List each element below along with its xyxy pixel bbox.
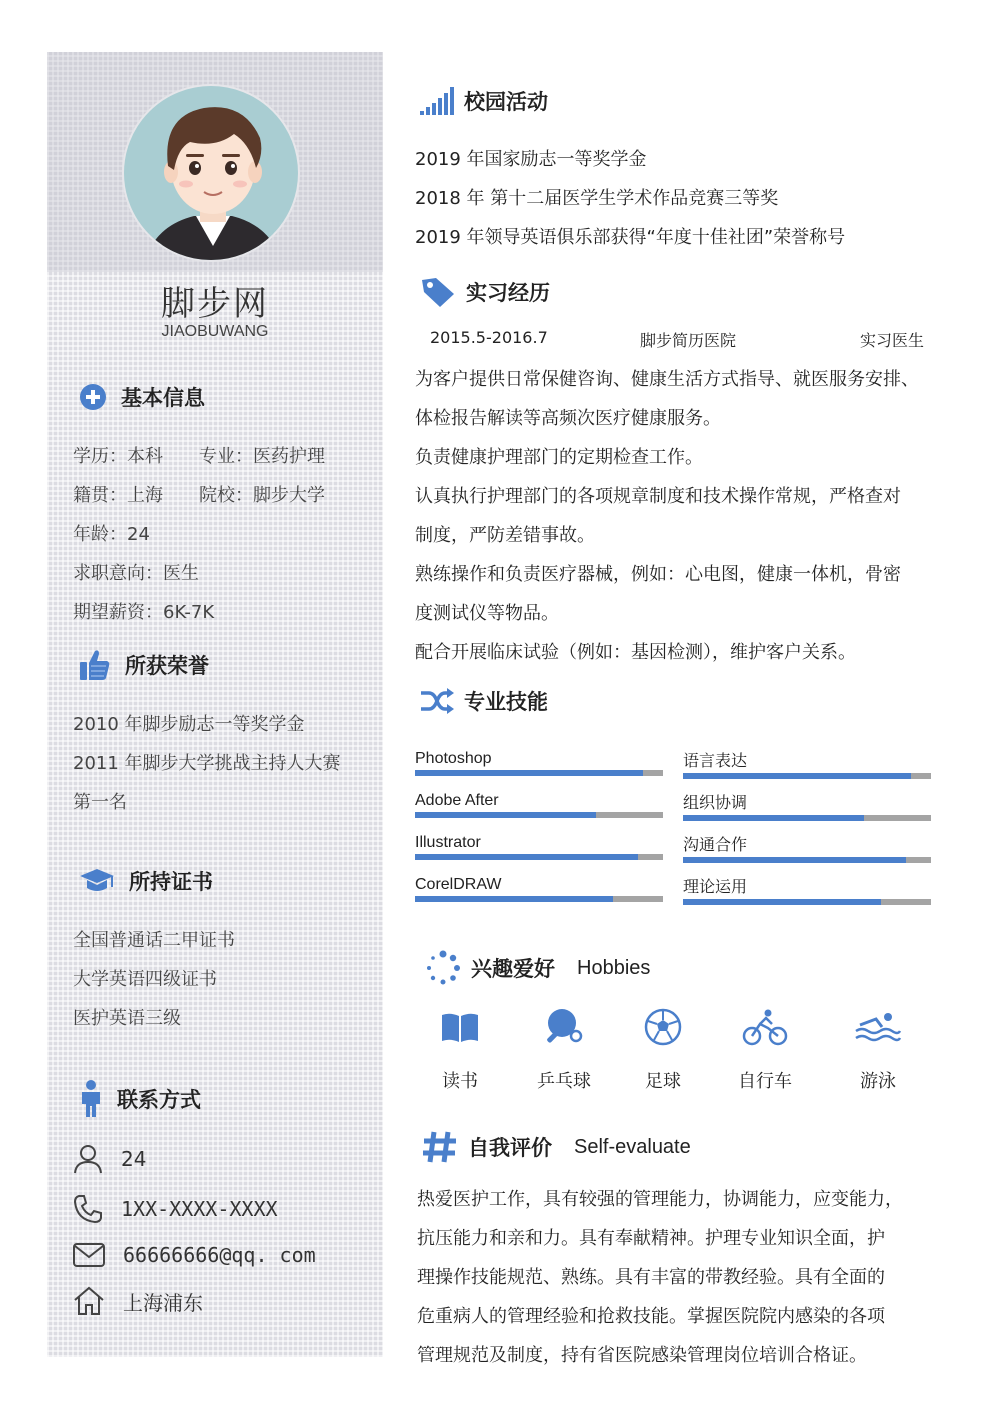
skill-item bbox=[683, 832, 931, 863]
internship-role: 实习医生 bbox=[860, 331, 925, 350]
hobby-item bbox=[618, 1005, 708, 1093]
hobbies-subtitle: Hobbies bbox=[577, 956, 651, 979]
person-name: 脚步网 bbox=[161, 284, 269, 324]
internship-line: 为客户提供日常保健咨询、健康生活方式指导、就医服务安排、 bbox=[415, 369, 919, 390]
contact-email-row bbox=[73, 1242, 316, 1268]
campus-item: 2019 年领导英语俱乐部获得“年度十佳社团”荣誉称号 bbox=[415, 227, 846, 248]
avatar bbox=[122, 84, 300, 262]
hobbies-title: 兴趣爱好 bbox=[471, 957, 555, 981]
user-outline-icon bbox=[73, 1144, 103, 1174]
hobby-label: 乒乓球 bbox=[537, 1071, 591, 1092]
skill-fill bbox=[683, 899, 881, 905]
skill-bar bbox=[683, 773, 931, 779]
skill-item bbox=[683, 874, 931, 905]
honor-item: 2011 年脚步大学挑战主持人大赛 bbox=[73, 753, 341, 774]
basic-info-title: 基本信息 bbox=[121, 386, 205, 410]
skill-fill bbox=[683, 857, 906, 863]
football-icon bbox=[644, 1008, 682, 1046]
skill-fill bbox=[683, 773, 911, 779]
skill-fill bbox=[415, 770, 643, 776]
internship-title: 实习经历 bbox=[466, 281, 550, 305]
honor-item: 2010 年脚步励志一等奖学金 bbox=[73, 714, 305, 735]
internship-org: 脚步简历医院 bbox=[640, 331, 737, 350]
bicycle-icon bbox=[742, 1008, 788, 1046]
internship-line: 制度，严防差错事故。 bbox=[415, 525, 595, 546]
ping-pong-icon bbox=[544, 1007, 584, 1047]
evaluation-title: 自我评价 bbox=[468, 1136, 552, 1160]
cert-item: 全国普通话二甲证书 bbox=[73, 930, 235, 951]
evaluation-line: 危重病人的管理经验和抢救技能。掌握医院院内感染的各项 bbox=[417, 1306, 885, 1327]
internship-line: 熟练操作和负责医疗器械，例如：心电图，健康一体机，骨密 bbox=[415, 564, 901, 585]
skill-fill bbox=[415, 854, 638, 860]
internship-line: 认真执行护理部门的各项规章制度和技术操作常规，严格查对 bbox=[415, 486, 901, 507]
hashtag-icon bbox=[422, 1130, 458, 1164]
hobby-item bbox=[519, 1005, 609, 1093]
contact-title: 联系方式 bbox=[117, 1088, 201, 1112]
hobby-item bbox=[833, 1005, 923, 1093]
contact-email[interactable]: 66666666@qq. com bbox=[123, 1243, 316, 1267]
person-icon bbox=[79, 1080, 103, 1118]
skill-label: 沟通合作 bbox=[683, 837, 748, 854]
cert-item: 大学英语四级证书 bbox=[73, 969, 217, 990]
certs-heading bbox=[79, 866, 213, 896]
internship-line: 配合开展临床试验（例如：基因检测），维护客户关系。 bbox=[415, 642, 856, 663]
hobby-item bbox=[720, 1005, 810, 1093]
signal-bars-icon bbox=[420, 87, 454, 115]
contact-phone-row bbox=[73, 1194, 278, 1224]
skill-label: Adobe After bbox=[415, 792, 499, 809]
skill-label: 组织协调 bbox=[683, 795, 748, 812]
honors-title: 所获荣誉 bbox=[125, 654, 209, 678]
skill-label: 理论运用 bbox=[683, 879, 748, 896]
skill-bar bbox=[415, 896, 663, 902]
contact-phone[interactable]: 1XX-XXXX-XXXX bbox=[121, 1197, 278, 1221]
skill-item bbox=[683, 748, 931, 779]
hobby-label: 游泳 bbox=[860, 1071, 896, 1092]
basic-line-2 bbox=[73, 481, 325, 507]
hobby-label: 足球 bbox=[645, 1071, 681, 1092]
hobby-item bbox=[415, 1005, 505, 1093]
skill-fill bbox=[683, 815, 864, 821]
skills-heading bbox=[420, 686, 548, 716]
basic-info-heading bbox=[79, 382, 205, 412]
skill-item bbox=[415, 750, 663, 776]
contact-age: 24 bbox=[121, 1147, 147, 1171]
skill-label: Photoshop bbox=[415, 750, 492, 767]
swimming-icon bbox=[854, 1011, 902, 1043]
evaluation-subtitle: Self-evaluate bbox=[574, 1135, 691, 1158]
school: 院校：脚步大学 bbox=[199, 485, 325, 506]
shuffle-icon bbox=[420, 688, 454, 714]
skills-title: 专业技能 bbox=[464, 690, 548, 714]
skill-label: CorelDRAW bbox=[415, 876, 502, 893]
campus-item: 2019 年国家励志一等奖学金 bbox=[415, 149, 647, 170]
evaluation-line: 抗压能力和亲和力。具有奉献精神。护理专业知识全面，护 bbox=[417, 1228, 885, 1249]
phone-icon bbox=[73, 1194, 103, 1224]
tag-icon bbox=[420, 276, 456, 308]
major: 专业：医药护理 bbox=[199, 446, 325, 467]
campus-heading bbox=[420, 86, 548, 116]
age: 年龄：24 bbox=[73, 524, 150, 545]
skill-label: 语言表达 bbox=[683, 753, 748, 770]
book-icon bbox=[440, 1011, 480, 1043]
hobby-label: 读书 bbox=[442, 1071, 478, 1092]
internship-period: 2015.5-2016.7 bbox=[430, 328, 548, 347]
plus-circle-icon bbox=[79, 383, 107, 411]
evaluation-line: 热爱医护工作，具有较强的管理能力，协调能力，应变能力， bbox=[417, 1189, 903, 1210]
skill-fill bbox=[415, 812, 596, 818]
home-icon bbox=[73, 1286, 105, 1316]
internship-line: 度测试仪等物品。 bbox=[415, 603, 559, 624]
skill-item bbox=[683, 790, 931, 821]
skill-fill bbox=[415, 896, 613, 902]
skill-bar bbox=[415, 812, 663, 818]
honor-item: 第一名 bbox=[73, 792, 127, 813]
honors-heading bbox=[79, 648, 209, 682]
internship-heading bbox=[420, 276, 550, 308]
internship-line: 负责健康护理部门的定期检查工作。 bbox=[415, 447, 703, 468]
contact-age-row bbox=[73, 1144, 146, 1174]
thumbs-up-icon bbox=[79, 648, 111, 682]
hometown: 籍贯：上海 bbox=[73, 485, 163, 506]
dots-ring-icon bbox=[425, 950, 461, 986]
basic-line-1 bbox=[73, 442, 325, 468]
campus-title: 校园活动 bbox=[464, 90, 548, 114]
skill-label: Illustrator bbox=[415, 834, 481, 851]
mail-icon bbox=[73, 1242, 105, 1268]
skill-bar bbox=[683, 815, 931, 821]
skill-bar bbox=[683, 857, 931, 863]
graduation-cap-icon bbox=[79, 867, 115, 895]
evaluation-line: 管理规范及制度，持有省医院感染管理岗位培训合格证。 bbox=[417, 1345, 867, 1366]
skill-item bbox=[415, 834, 663, 860]
campus-item: 2018 年 第十二届医学生学术作品竞赛三等奖 bbox=[415, 188, 779, 209]
expected-salary: 期望薪资：6K-7K bbox=[73, 602, 215, 623]
internship-line: 体检报告解读等高频次医疗健康服务。 bbox=[415, 408, 721, 429]
evaluation-heading bbox=[422, 1130, 691, 1164]
skill-bar bbox=[683, 899, 931, 905]
hobbies-heading bbox=[425, 950, 650, 986]
certs-title: 所持证书 bbox=[129, 870, 213, 894]
job-intent: 求职意向：医生 bbox=[73, 563, 199, 584]
skill-item bbox=[415, 876, 663, 902]
person-name-en: JIAOBUWANG bbox=[161, 323, 269, 340]
hobby-label: 自行车 bbox=[738, 1071, 792, 1092]
skill-bar bbox=[415, 854, 663, 860]
evaluation-line: 理操作技能规范、熟练。具有丰富的带教经验。具有全面的 bbox=[417, 1267, 885, 1288]
contact-address-row bbox=[73, 1286, 203, 1316]
contact-address: 上海浦东 bbox=[123, 1290, 203, 1315]
cert-item: 医护英语三级 bbox=[73, 1008, 181, 1029]
skill-item bbox=[415, 792, 663, 818]
contact-heading bbox=[79, 1080, 201, 1118]
education: 学历：本科 bbox=[73, 446, 163, 467]
sidebar bbox=[47, 52, 383, 1357]
skill-bar bbox=[415, 770, 663, 776]
